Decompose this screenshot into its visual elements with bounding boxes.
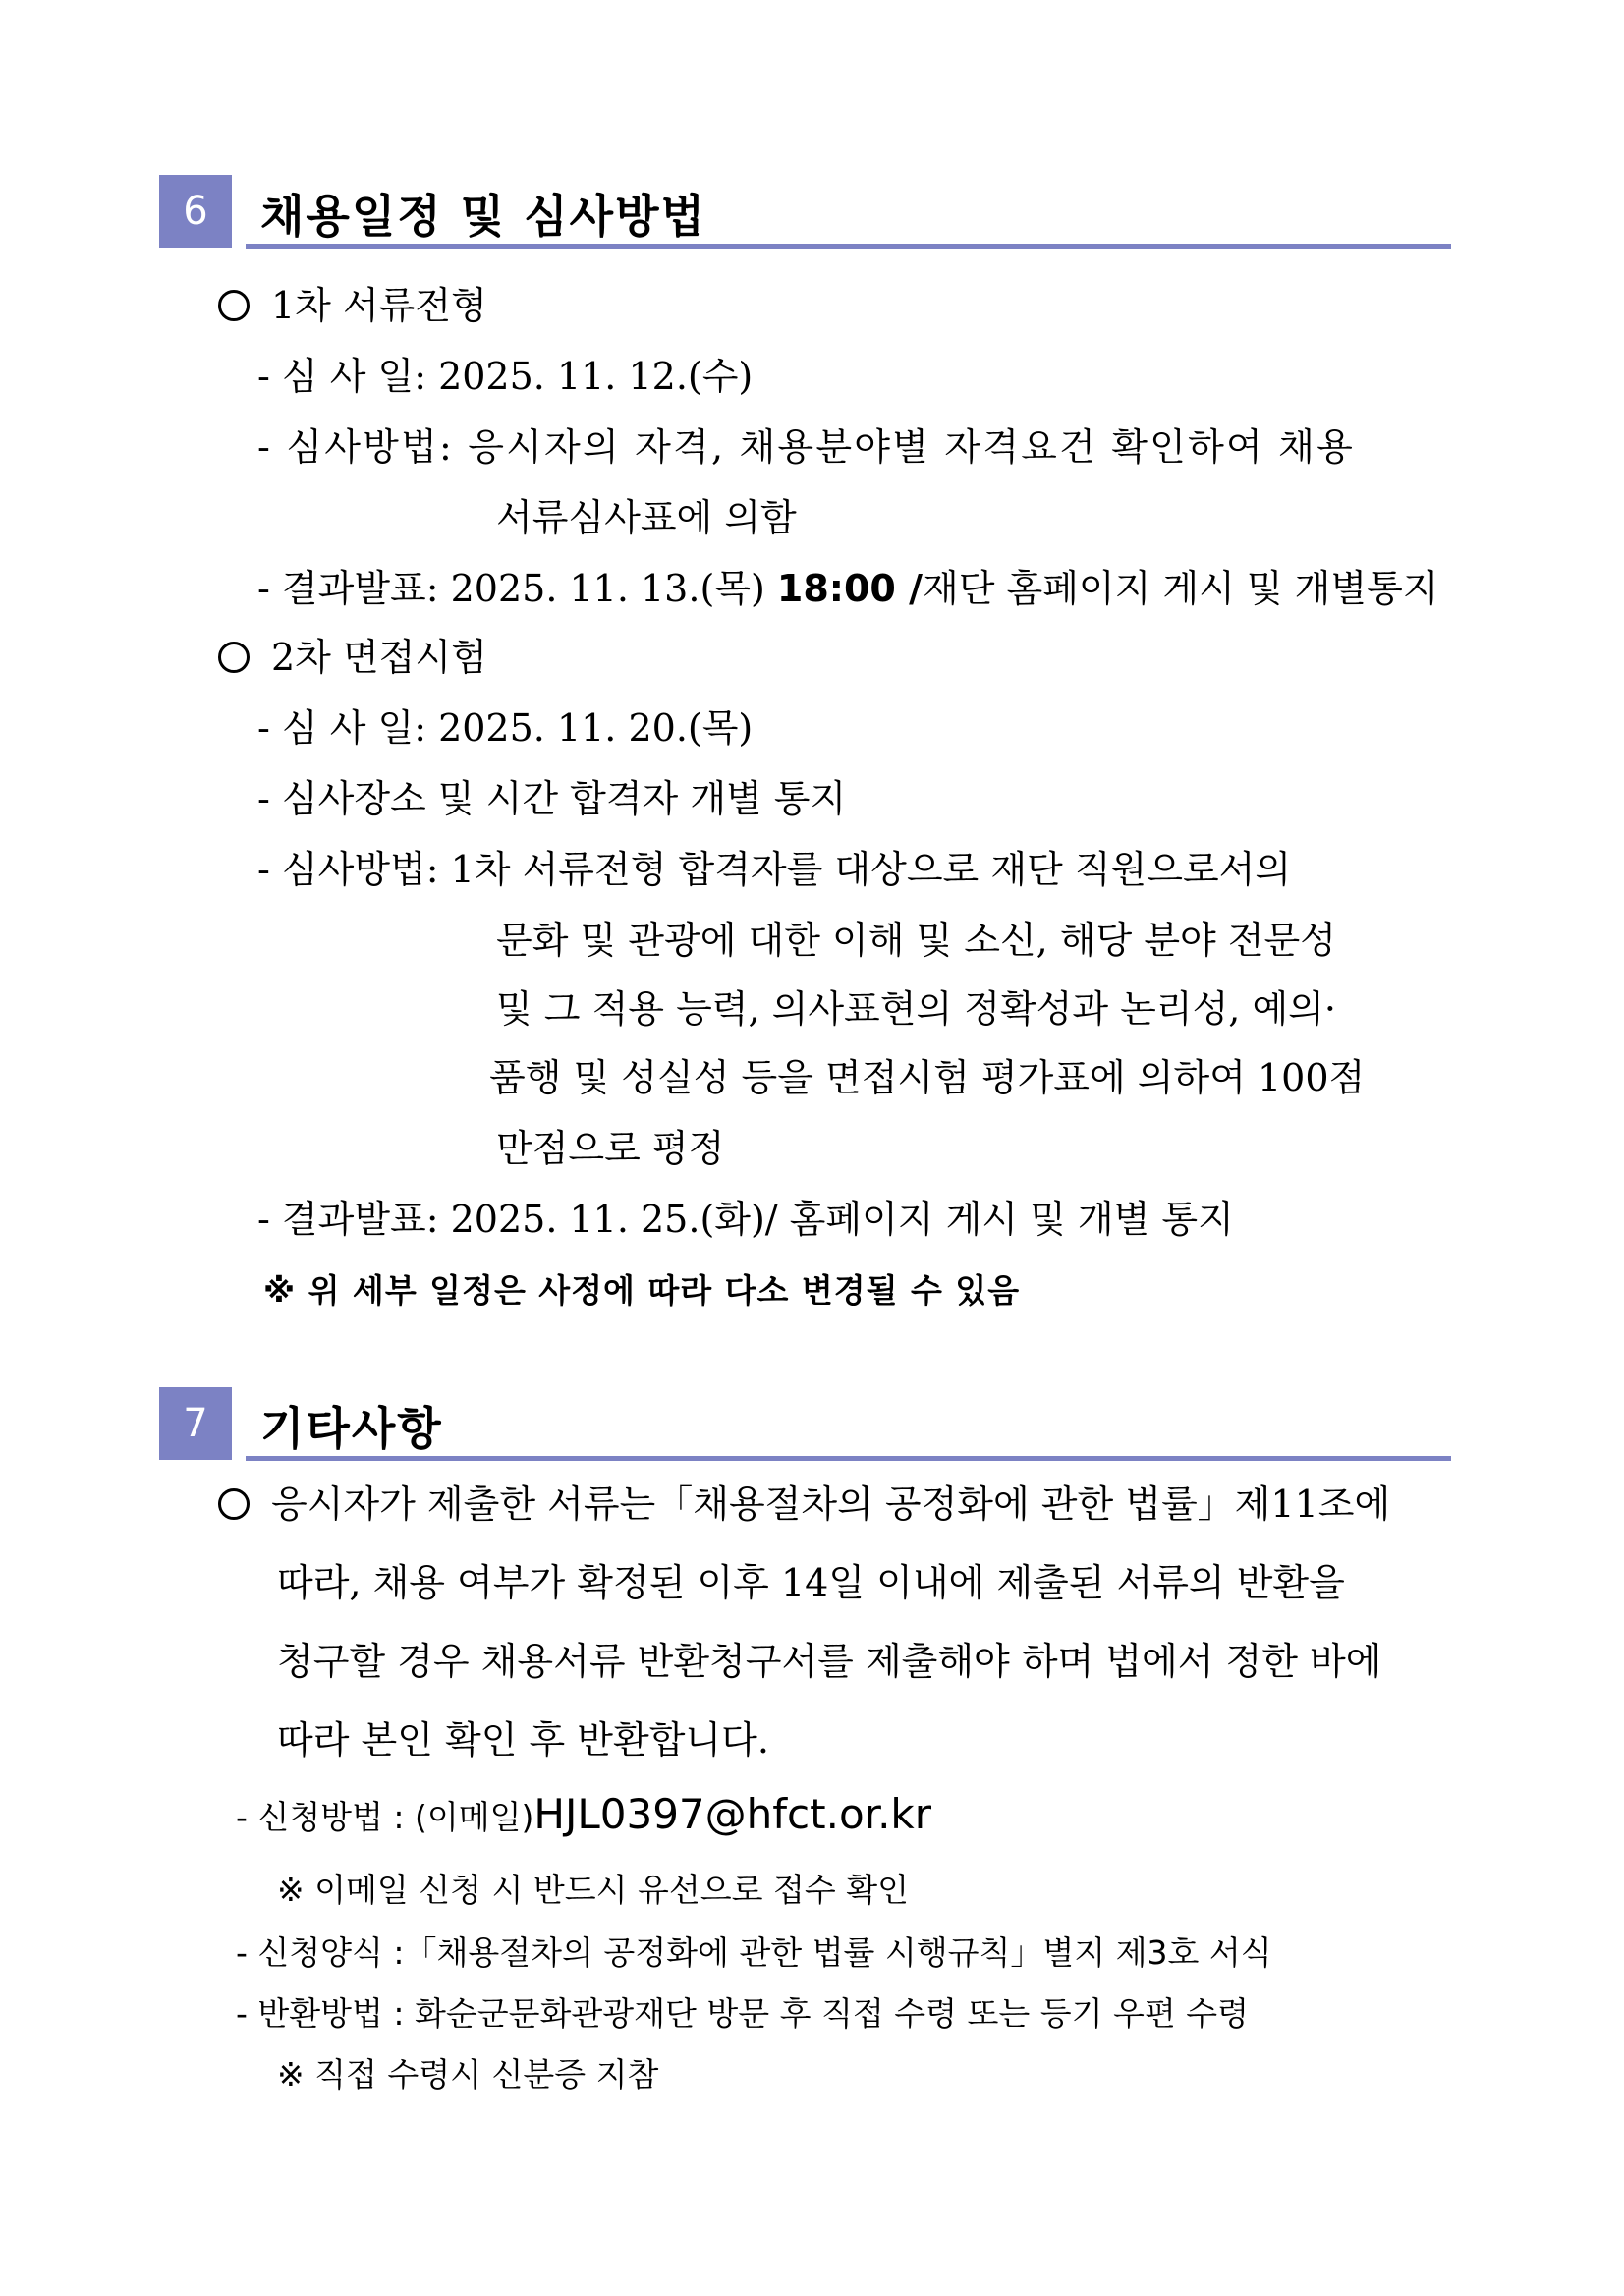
stage2-result: - 결과발표: 2025. 11. 25.(화)/ 홈페이지 게시 및 개별 통지 xyxy=(257,1198,1234,1241)
stage2-method-line5: 만점으로 평정 xyxy=(496,1127,725,1170)
section-title: 기타사항 xyxy=(260,1402,443,1455)
stage2-method-line1: - 심사방법: 1차 서류전형 합격자를 대상으로 재단 직원으로서의 xyxy=(257,848,1292,891)
circle-bullet-icon xyxy=(218,642,250,673)
stage1-result: - 결과발표: 2025. 11. 13.(목) 18:00 /재단 홈페이지 게시 및 개별통지 xyxy=(257,567,1439,610)
return-paragraph-line3: 청구할 경우 채용서류 반환청구서를 제출해야 하며 법에서 정한 바에 xyxy=(277,1640,1382,1683)
section-title: 채용일정 및 심사방법 xyxy=(260,190,706,243)
apply-note: ※ 이메일 신청 시 반드시 유선으로 접수 확인 xyxy=(277,1871,910,1909)
section-underline xyxy=(246,1456,1451,1461)
stage1-method-line2: 서류심사표에 의함 xyxy=(496,496,797,539)
section-number-badge: 6 xyxy=(159,175,232,248)
stage2-place: - 심사장소 및 시간 합격자 개별 통지 xyxy=(257,777,847,820)
stage2-method-line3: 및 그 적용 능력, 의사표현의 정확성과 논리성, 예의· xyxy=(496,987,1336,1031)
stage1-method-line1: - 심사방법: 응시자의 자격, 채용분야별 자격요건 확인하여 채용 xyxy=(257,425,1355,469)
return-paragraph-line4: 따라 본인 확인 후 반환합니다. xyxy=(277,1718,769,1762)
section-underline xyxy=(246,244,1451,249)
stage1-heading: 1차 서류전형 xyxy=(218,275,487,329)
stage2-date: - 심 사 일: 2025. 11. 20.(목) xyxy=(257,706,754,750)
stage2-method-line4: 품행 및 성실성 등을 면접시험 평가표에 의하여 100점 xyxy=(489,1056,1366,1099)
stage2-method-line2: 문화 및 관광에 대한 이해 및 소신, 해당 분야 전문성 xyxy=(496,919,1336,962)
circle-bullet-icon xyxy=(218,1488,250,1520)
email-address: HJL0397@hfct.or.kr xyxy=(533,1790,932,1838)
schedule-note: ※ 위 세부 일정은 사정에 따라 다소 변경될 수 있음 xyxy=(263,1271,1021,1310)
return-note: ※ 직접 수령시 신분증 지참 xyxy=(277,2055,659,2094)
return-paragraph-line2: 따라, 채용 여부가 확정된 이후 14일 이내에 제출된 서류의 반환을 xyxy=(277,1561,1345,1604)
return-method: - 반환방법 : 화순군문화관광재단 방문 후 직접 수령 또는 등기 우편 수령 xyxy=(236,1994,1249,2033)
apply-method: - 신청방법 : (이메일)HJL0397@hfct.or.kr xyxy=(236,1790,932,1838)
stage1-date: - 심 사 일: 2025. 11. 12.(수) xyxy=(257,355,754,398)
circle-bullet-icon xyxy=(218,290,250,321)
section-number-badge: 7 xyxy=(159,1387,232,1460)
apply-form: - 신청양식 :「채용절차의 공정화에 관한 법률 시행규칙」별지 제3호 서식 xyxy=(236,1933,1272,1972)
stage2-heading: 2차 면접시험 xyxy=(218,627,487,681)
return-paragraph-line1: 응시자가 제출한 서류는「채용절차의 공정화에 관한 법률」제11조에 xyxy=(218,1474,1390,1528)
